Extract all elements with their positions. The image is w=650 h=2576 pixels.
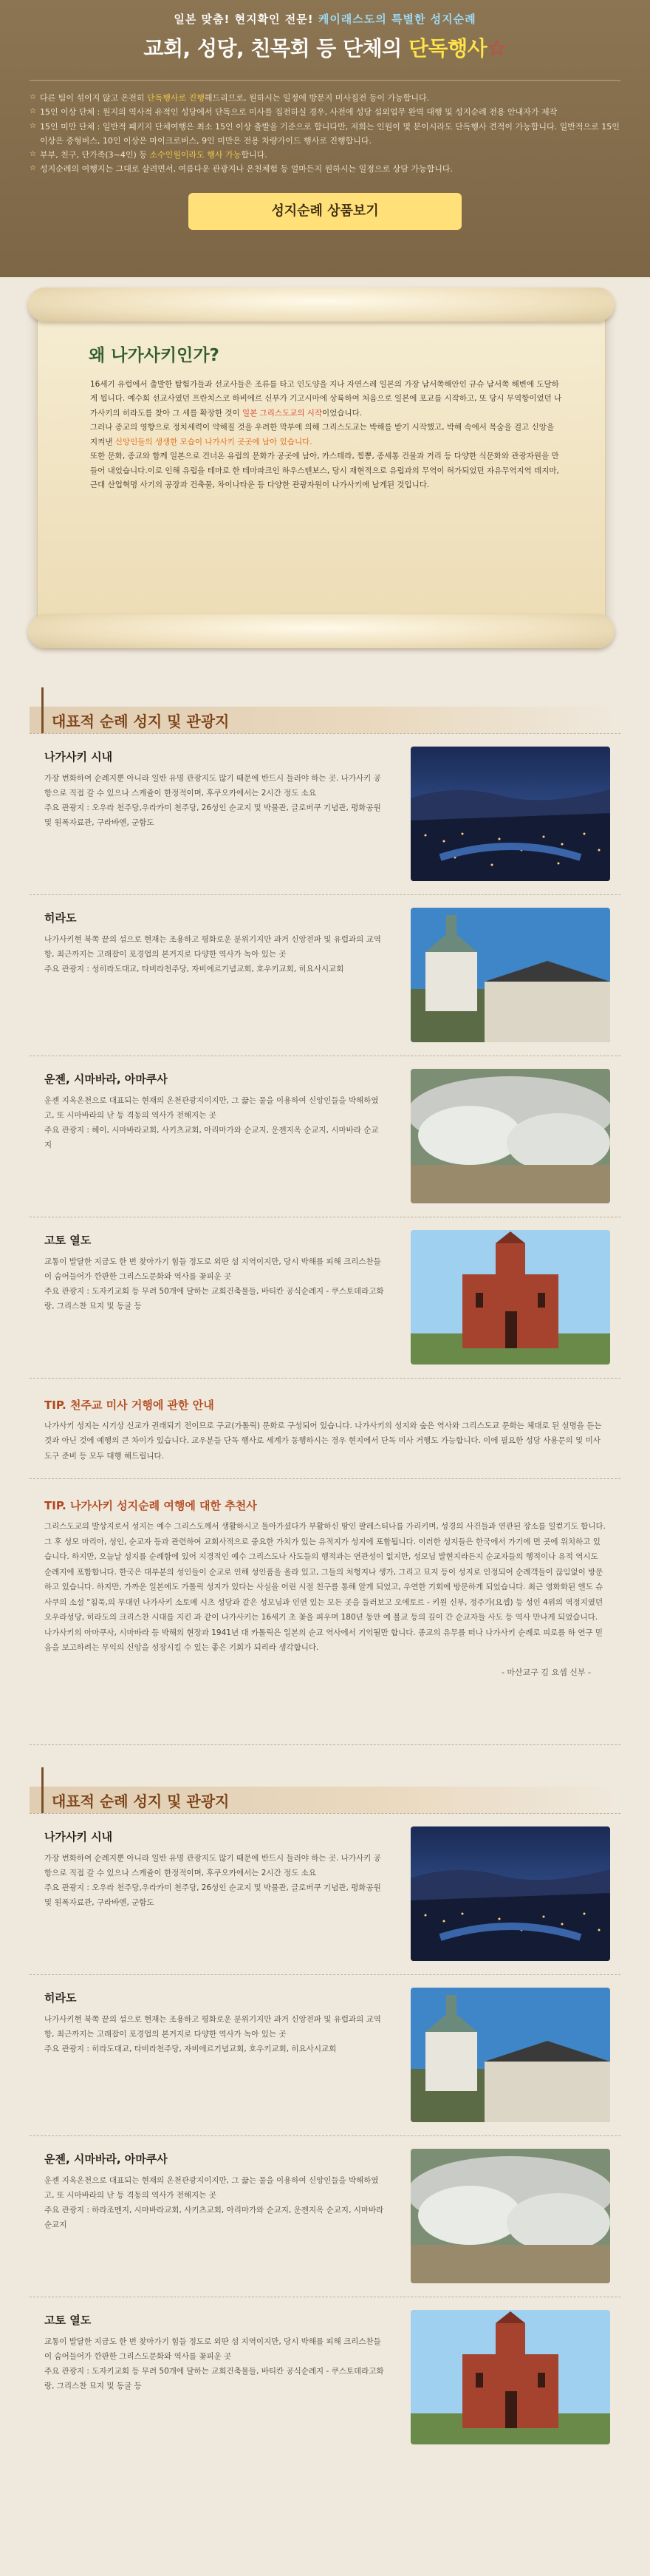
site-attractions: 주요 관광지 : 하라조멘지, 시마바라교회, 사키츠교회, 아리마가와 순교지, 운젠지옥 순교지, 시마바라 순교지 <box>44 2206 384 2230</box>
page-title-main: 교회, 성당, 친목회 등 단체의 <box>143 36 402 61</box>
section-heading <box>0 1745 650 1813</box>
site-desc: 가장 번화하여 순례지뿐 아니라 일반 유명 관광지도 많기 때문에 반드시 들러야 하는 곳. 나가사키 공항으로 직접 갈 수 있으나 스케쥴이 한정적이며, 후쿠오카에서는 2시간 정도 소요 주요 관광지 : 오우라 천주당,우라카미 천주당, 26성인 순교지 및 박물관, 글로버쿠 기념관, 평화공원 및 원폭자료관, 구라바엔, 군함도 <box>44 1852 384 1911</box>
intro-paragraph: 또한 문화, 종교와 함께 일본으로 건너온 유럽의 문화가 공곳에 남아, 카스테라, 찜뽕, 종세통 건물과 거리 등 다양한 식문화와 관광자원을 만들어 내었습니다.이로 인해 유럽을 테마로 한 테마파크인 하우스텐보스, 당시 재현적으로 유럽과의 무역이 허가되었던 자유무역지역 데지마, 근대 산업혁명 사기의 공장과 건축물, 차이나타운 등 다양한 관광자원이 나가사키에 남게된 것입니다. <box>90 452 559 489</box>
site-name: 히라도 <box>44 911 77 925</box>
tagline-secondary: 케이래스도의 특별한 성지순례 <box>318 13 476 26</box>
note-item: ☆ 15인 이상 단체 : 원지의 역사적 유적인 성당에서 단독으로 미사를 집전하실 경우, 사전에 성당 섭외업무 완벽 대행 및 성지순례 전용 안내자가 제작 <box>30 105 620 119</box>
site-attractions: 주요 관광지 : 히라도대교, 타비라천주당, 자비에르기념교회, 호우키교회, 히요사시교회 <box>44 2045 337 2054</box>
tip-recommendation <box>30 1478 620 1693</box>
section-heading <box>0 665 650 733</box>
site-card <box>0 1813 650 1974</box>
site-name: 고토 열도 <box>44 1234 92 1247</box>
site-desc: 나가사키현 북쪽 끝의 섬으로 현재는 조용하고 평화로운 분위기지만 과거 신앙전파 및 유럽과의 교역항, 최근까지는 고래잡이 포경업의 본거지로 다양한 역사가 녹아 있는 곳 주요 관광지 : 성히라도대교, 타비라천주당, 자비에르기념교회, 호우키교회, 히요사시교회 <box>44 933 384 977</box>
tip-body: 나가사키 성지는 시기상 신교가 권래되기 전이므로 구교(가톨릭) 문화로 구성되어 있습니다. 나가사키의 성지와 숲은 역사와 그리스도교 문화는 체대로 된 설명을 듣는 것과 아닌 것에 예행의 큰 차이가 있습니다. 교우분들 단독 행사로 세계가 동행하시는 경우 현지에서 단독 미사 거행도 가능합니다. 이에 필요한 성당 사용문의 및 미사도구 준비 등 모두 대행 해드립니다. <box>44 1421 602 1461</box>
site-desc: 운젠 지옥온천으로 대표되는 현재의 온천관광지이지만, 그 끓는 물을 이용하여 신앙인들을 박해하였고, 또 시마바라의 난 등 격동의 역사가 전해지는 곳 주요 관광지 : 하라조멘지, 시마바라교회, 사키츠교회, 아리마가와 순교지, 운젠지옥 순교지, 시마바라 순교지 <box>44 2174 384 2233</box>
site-desc: 나가사키현 북쪽 끝의 섬으로 현재는 조용하고 평화로운 분위기지만 과거 신앙전파 및 유럽과의 교역항, 최근까지는 고래잡이 포경업의 본거지로 다양한 역사가 녹아 있는 곳 주요 관광지 : 히라도대교, 타비라천주당, 자비에르기념교회, 호우키교회, 히요사시교회 <box>44 2013 384 2057</box>
site-attractions: 주요 관광지 : 헤이, 시마바라교회, 사키츠교회, 아리마가와 순교지, 운젠지옥 순교지, 시마바라 순교지 <box>44 1125 379 1149</box>
night-city-photo <box>411 1826 610 1961</box>
view-pilgrimage-products-button[interactable]: 성지순례 상품보기 <box>188 193 462 230</box>
note-item: ☆ 15인 미만 단체 : 일반적 패키지 단체여행은 최소 15인 이상 출발을 기준으로 합니다만, 저희는 인원이 몇 분이시라도 단독행사 견적이 가능합니다. 일반적으로 15인 이상은 중형버스, 10인 이상은 마이크로버스, 9인 미만은 전용 차량가이드 행사로 진행합니다. <box>30 120 620 149</box>
site-card <box>0 2297 650 2458</box>
scroll-parchment <box>37 298 606 638</box>
note-item: ☆ 다른 팀이 섞이지 않고 온전히 단독행사로 진행해드리므로, 원하시는 일정에 방문지 미사집전 등이 가능합니다. <box>30 91 620 105</box>
site-name: 나가사키 시내 <box>44 1830 113 1844</box>
site-card <box>0 1056 650 1217</box>
site-attractions: 주요 관광지 : 도자키교회 등 무려 50개에 달하는 교회건축물들, 바티칸 공식순례지 - 쿠스토데라고화랑, 그리스찬 묘지 및 동굴 등 <box>44 1286 384 1311</box>
scroll-roll-bottom <box>28 614 615 648</box>
intro-title: 왜 나가사키인가? <box>89 346 219 365</box>
site-name: 고토 열도 <box>44 2314 92 2328</box>
header-band <box>0 0 650 277</box>
site-name: 운젠, 시마바라, 아마쿠사 <box>44 2152 168 2167</box>
night-city-photo <box>411 747 610 881</box>
site-card <box>0 733 650 894</box>
note-item: ☆ 부부, 친구, 단가족(3~4인) 등 소수인원이라도 행사 가능합니다. <box>30 148 620 162</box>
page-title <box>30 31 620 67</box>
intro-paragraph: 16세기 유럽에서 출발한 탐험가들과 선교사들은 조류를 타고 인도양을 지나 자연스레 일본의 가장 남서쪽해안인 규슈 남서쪽 해변에 도달하게 됩니다. 예수회 선교사였던 프란치스코 하비에르 신부가 기고시마에 상륙하여 처음으로 일본에 포교를 시작하고, 또 당시 무역항이었던 나가사키의 히라도를 찾아 그 세를 확장한 것이 일본 그리스도교의 시작이었습니다. <box>90 380 562 418</box>
scroll-roll-top <box>28 288 615 322</box>
note-item: ☆ 성지순례의 여행지는 그대로 살려면서, 여름다운 관광지나 온천체험 등 얼마든지 원하시는 일정으로 상담 가능합니다. <box>30 162 620 176</box>
tip-title: TIP. 나가사키 성지순례 여행에 대한 추천사 <box>44 1499 257 1513</box>
hirado-church-photo <box>411 908 610 1042</box>
site-attractions: 주요 관광지 : 도자키교회 등 무려 50개에 달하는 교회건축물들, 바티칸 공식순례지 - 쿠스토데라고화랑, 그리스찬 묘지 및 동굴 등 <box>44 2367 384 2391</box>
site-attractions: 주요 관광지 : 성히라도대교, 타비라천주당, 자비에르기념교회, 호우키교회, 히요사시교회 <box>44 964 344 973</box>
site-attractions: 주요 관광지 : 오우라 천주당,우라카미 천주당, 26성인 순교지 및 박물관, 글로버쿠 기념관, 평화공원 및 원폭자료관, 구라바엔, 군함도 <box>44 1883 381 1908</box>
site-desc: 교통이 발달한 지금도 한 번 찾아가기 힘들 정도로 외딴 섬 지역이지만, 당시 박해를 피해 크리스찬들이 숨어들어가 깐판한 그리스도문화와 역사를 꽃피운 곳 주요 관광지 : 도자키교회 등 무려 50개에 달하는 교회건축물들, 바티칸 공식순례지 - 쿠스토데라고화랑, 그리스찬 묘지 및 동굴 등 <box>44 2335 384 2394</box>
site-desc: 가장 번화하여 순례지뿐 아니라 일반 유명 관광지도 많기 때문에 반드시 들러야 하는 곳. 나가사키 공항으로 직접 갈 수 있으나 스케쥴이 한정적이며, 후쿠오카에서는 2시간 정도 소요 주요 관광지 : 오우라 천주당,우라카미 천주당, 26성인 순교지 및 박물관, 글로버쿠 기념관, 평화공원 및 원폭자료관, 구라바엔, 군함도 <box>44 772 384 831</box>
tip-title: TIP. 천주교 미사 거행에 관한 안내 <box>44 1399 214 1412</box>
unzen-hot-spring-photo <box>411 1069 610 1203</box>
star-icon: ☆ <box>487 35 507 61</box>
site-desc: 교통이 발달한 지금도 한 번 찾아가기 힘들 정도로 외딴 섬 지역이지만, 당시 박해를 피해 크리스찬들이 숨어들어가 깐판한 그리스도문화와 역사를 꽃피운 곳 주요 관광지 : 도자키교회 등 무려 50개에 달하는 교회건축물들, 바티칸 공식순례지 - 쿠스토데라고화랑, 그리스찬 묘지 및 동굴 등 <box>44 1255 384 1314</box>
tagline-primary: 일본 맞춤! 현지확인 전문! <box>174 13 314 26</box>
page-title-highlight: 단독행사 <box>408 36 488 61</box>
section-title: 대표적 순례 성지 및 관광지 <box>52 1792 230 1811</box>
unzen-hot-spring-photo <box>411 2149 610 2283</box>
site-name: 나가사키 시내 <box>44 750 113 764</box>
goto-church-photo <box>411 2310 610 2444</box>
notes-list <box>30 91 620 177</box>
site-name: 히라도 <box>44 1991 77 2005</box>
tagline <box>30 10 620 28</box>
site-card <box>0 2135 650 2297</box>
intro-text <box>90 378 563 492</box>
site-name: 운젠, 시마바라, 아마쿠사 <box>44 1073 168 1086</box>
divider <box>30 80 620 81</box>
goto-church-photo <box>411 1230 610 1365</box>
tip-body: 그리스도교의 발상지로서 성지는 예수 그리스도께서 생활하시고 돌아가셨다가 부활하신 땅인 팔레스티나를 가리키며, 성경의 사건들과 연관된 장소를 일컫기도 합니다. 그 후 성모 마리아, 성인, 순교자 등과 관련하여 교회사적으로 중요한 가치가 있는 유적지가 성지에 포함됩니다. 이러한 성지들은 한국에서 가기에 먼 곳에 위치하고 있습니다. 하지만, 오늘날 성지를 순례함에 있어 지경적인 예수 그리스도나 사도들의 행적과는 연관성이 없지만, 성모님 발현지라든지 순교자들의 행적이나 유적 역시도 순례지에 포함합니다. 한국은 대부분의 성인들이 순교로 인해 성인품을 올라 있고, 그들의 처형지나 생가, 그리고 묘지 등이 성지로 인정되어 순례객들이 끊임없이 방문하고 있습니다. 하지만, 가까운 일본에도 가톨릭 성지가 있다는 사실을 어린 시절 친구를 통해 알게 되었고, 우연한 기회에 방문하게 되었습니다. 최근 영화화된 엔도 슈사쿠의 소설 "침묵,의 무대인 나가사키 소토메 시츠 성당과 같은 성모님과 인연 있는 모든 곳을 둘러보고 오에토르 - 키원 신부, 정주가(요셉) 등 성인 4위의 역정지였던 오우라성당, 히라도의 크리스찬 시대를 지킨 과 같이 나가사키는 16세기 초 꽃을 피우며 180년 동안 예 불교 등의 깊이 간 순교자들 사도 등 역사 만나게 되었습니다. 나가사키의 아마쿠사, 시마바라 등 박해의 현장과 1941년 대 카톨릭은 일본의 순교 역사에서 기억될만 합니다. 종교의 유무를 떠나 나가사키 순례로 피로를 하 연구 믿음을 보고하려는 무익의 신앙을 성장시킬 수 있는 좋은 기회가 되리라 생각합니다. <box>44 1522 606 1653</box>
site-attractions: 주요 관광지 : 오우라 천주당,우라카미 천주당, 26성인 순교지 및 박물관, 글로버쿠 기념관, 평화공원 및 원폭자료관, 구라바엔, 군함도 <box>44 803 381 827</box>
site-card <box>0 1217 650 1378</box>
site-card <box>0 1974 650 2135</box>
hirado-church-photo <box>411 1988 610 2122</box>
section-title: 대표적 순례 성지 및 관광지 <box>52 713 230 730</box>
intro-section <box>0 277 650 665</box>
intro-paragraph: 그러나 종교의 영향으로 정치세력이 약해질 것을 우려한 막부에 의해 그리스도교는 박해를 받기 시작했고, 박해 속에서 목숨을 걸고 신앙을 지켜낸 신앙인들의 생생한 모습이 나가사키 곳곳에 남아 있습니다. <box>90 423 555 446</box>
site-desc: 운젠 지옥온천으로 대표되는 현재의 온천관광지이지만, 그 끓는 물을 이용하여 신앙인들을 박해하였고, 또 시마바라의 난 등 격동의 역사가 전해지는 곳 주요 관광지 : 헤이, 시마바라교회, 사키츠교회, 아리마가와 순교지, 운젠지옥 순교지, 시마바라 순교지 <box>44 1094 384 1153</box>
signature: - 마산교구 김 요셉 신부 - <box>501 1667 591 1677</box>
site-card <box>0 894 650 1056</box>
tip-mass-info <box>30 1378 620 1478</box>
